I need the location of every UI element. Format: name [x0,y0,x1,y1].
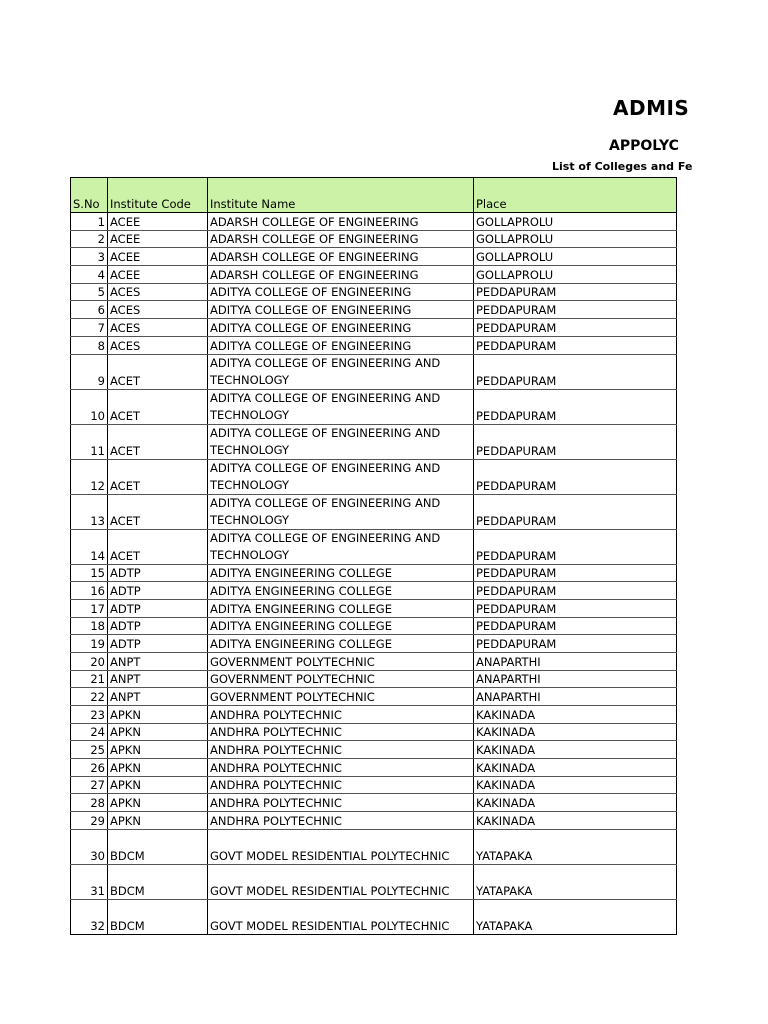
cell-sno: 32 [71,899,108,934]
cell-institute-name: ANDHRA POLYTECHNIC [208,723,474,741]
table-row [71,354,677,389]
header-sno: S.No [71,178,108,213]
cell-sno: 6 [71,301,108,319]
cell-institute-name: ADITYA COLLEGE OF ENGINEERING AND TECHNOLOGY [208,354,474,389]
cell-place: YATAPAKA [474,829,677,864]
table-row [71,723,677,741]
table-row [71,794,677,812]
table-row [71,564,677,582]
table-row [71,424,677,459]
cell-sno: 8 [71,336,108,354]
cell-sno: 12 [71,459,108,494]
cell-place: KAKINADA [474,723,677,741]
cell-institute-code: ACEE [108,213,208,231]
cell-institute-code: ANPT [108,688,208,706]
cell-institute-name: ANDHRA POLYTECHNIC [208,812,474,830]
cell-institute-code: APKN [108,723,208,741]
cell-sno: 25 [71,741,108,759]
cell-institute-name: ADITYA COLLEGE OF ENGINEERING AND TECHNOLOGY [208,459,474,494]
cell-institute-name: ADITYA COLLEGE OF ENGINEERING [208,336,474,354]
cell-institute-name: GOVERNMENT POLYTECHNIC [208,688,474,706]
cell-place: PEDDAPURAM [474,582,677,600]
table-row [71,283,677,301]
cell-institute-code: BDCM [108,829,208,864]
cell-sno: 20 [71,652,108,670]
colleges-table [70,177,677,935]
cell-institute-name: ADITYA COLLEGE OF ENGINEERING [208,319,474,337]
cell-institute-code: ANPT [108,670,208,688]
cell-place: PEDDAPURAM [474,301,677,319]
cell-sno: 23 [71,706,108,724]
table-row [71,319,677,337]
cell-sno: 17 [71,599,108,617]
table-row [71,899,677,934]
table-header-row [71,178,677,213]
cell-institute-name: ANDHRA POLYTECHNIC [208,706,474,724]
cell-place: PEDDAPURAM [474,635,677,653]
cell-institute-code: ACET [108,389,208,424]
cell-institute-code: APKN [108,759,208,777]
document-caption: List of Colleges and Fe [552,160,693,173]
table-row [71,494,677,529]
cell-institute-code: APKN [108,776,208,794]
cell-place: PEDDAPURAM [474,389,677,424]
cell-institute-code: ADTP [108,599,208,617]
cell-sno: 7 [71,319,108,337]
cell-institute-name: ADITYA ENGINEERING COLLEGE [208,617,474,635]
cell-place: KAKINADA [474,759,677,777]
cell-sno: 28 [71,794,108,812]
table-row [71,213,677,231]
cell-sno: 9 [71,354,108,389]
cell-institute-name: GOVT MODEL RESIDENTIAL POLYTECHNIC [208,864,474,899]
cell-sno: 2 [71,230,108,248]
table-row [71,336,677,354]
table-row [71,706,677,724]
table-row [71,266,677,284]
table-row [71,670,677,688]
document-title: ADMIS [613,96,690,120]
cell-place: PEDDAPURAM [474,354,677,389]
cell-sno: 22 [71,688,108,706]
cell-sno: 29 [71,812,108,830]
table-row [71,688,677,706]
cell-sno: 11 [71,424,108,459]
table-row [71,741,677,759]
cell-institute-name: ADITYA COLLEGE OF ENGINEERING [208,301,474,319]
table-row [71,582,677,600]
cell-institute-code: ACET [108,494,208,529]
cell-sno: 13 [71,494,108,529]
cell-place: ANAPARTHI [474,688,677,706]
cell-institute-name: ADITYA COLLEGE OF ENGINEERING AND TECHNOLOGY [208,494,474,529]
cell-place: KAKINADA [474,741,677,759]
cell-place: GOLLAPROLU [474,213,677,231]
cell-institute-name: ADARSH COLLEGE OF ENGINEERING [208,248,474,266]
cell-sno: 30 [71,829,108,864]
cell-institute-code: ACES [108,319,208,337]
cell-institute-code: APKN [108,706,208,724]
cell-institute-code: ACET [108,424,208,459]
cell-place: PEDDAPURAM [474,459,677,494]
cell-institute-name: ANDHRA POLYTECHNIC [208,794,474,812]
cell-sno: 5 [71,283,108,301]
cell-sno: 21 [71,670,108,688]
cell-sno: 3 [71,248,108,266]
table-row [71,389,677,424]
cell-institute-code: ACEE [108,248,208,266]
cell-place: PEDDAPURAM [474,424,677,459]
cell-institute-name: ADARSH COLLEGE OF ENGINEERING [208,213,474,231]
cell-institute-code: ANPT [108,652,208,670]
cell-institute-code: BDCM [108,899,208,934]
cell-place: PEDDAPURAM [474,599,677,617]
cell-institute-name: ADITYA ENGINEERING COLLEGE [208,635,474,653]
document-subtitle: APPOLYC [609,138,679,154]
cell-sno: 14 [71,529,108,564]
cell-institute-code: ACET [108,459,208,494]
cell-institute-name: ADITYA ENGINEERING COLLEGE [208,564,474,582]
cell-place: KAKINADA [474,812,677,830]
table-row [71,599,677,617]
cell-sno: 16 [71,582,108,600]
cell-institute-name: ADITYA COLLEGE OF ENGINEERING AND TECHNOLOGY [208,424,474,459]
cell-place: ANAPARTHI [474,652,677,670]
cell-sno: 24 [71,723,108,741]
cell-place: PEDDAPURAM [474,529,677,564]
cell-institute-code: ACES [108,301,208,319]
cell-institute-name: ADITYA ENGINEERING COLLEGE [208,599,474,617]
cell-sno: 19 [71,635,108,653]
table-row [71,529,677,564]
cell-institute-code: ADTP [108,582,208,600]
table-row [71,864,677,899]
cell-sno: 27 [71,776,108,794]
cell-place: KAKINADA [474,794,677,812]
cell-institute-name: ANDHRA POLYTECHNIC [208,759,474,777]
cell-place: KAKINADA [474,776,677,794]
cell-institute-code: ADTP [108,564,208,582]
cell-place: PEDDAPURAM [474,336,677,354]
table-row [71,812,677,830]
cell-institute-name: ADITYA ENGINEERING COLLEGE [208,582,474,600]
cell-place: YATAPAKA [474,864,677,899]
cell-place: GOLLAPROLU [474,230,677,248]
cell-sno: 1 [71,213,108,231]
cell-place: GOLLAPROLU [474,248,677,266]
cell-sno: 18 [71,617,108,635]
cell-institute-code: BDCM [108,864,208,899]
cell-institute-code: ADTP [108,617,208,635]
cell-sno: 26 [71,759,108,777]
table-body [71,213,677,935]
cell-institute-name: ADITYA COLLEGE OF ENGINEERING AND TECHNOLOGY [208,389,474,424]
cell-place: PEDDAPURAM [474,564,677,582]
table-row [71,301,677,319]
header-institute-code: Institute Code [108,178,208,213]
cell-institute-name: GOVERNMENT POLYTECHNIC [208,670,474,688]
cell-institute-name: GOVERNMENT POLYTECHNIC [208,652,474,670]
cell-institute-code: ACEE [108,230,208,248]
header-institute-name: Institute Name [208,178,474,213]
table-row [71,635,677,653]
table-row [71,776,677,794]
cell-institute-name: GOVT MODEL RESIDENTIAL POLYTECHNIC [208,829,474,864]
table-row [71,248,677,266]
cell-institute-code: ACES [108,283,208,301]
cell-place: PEDDAPURAM [474,617,677,635]
cell-place: PEDDAPURAM [474,283,677,301]
table-row [71,829,677,864]
cell-place: PEDDAPURAM [474,494,677,529]
cell-institute-code: APKN [108,794,208,812]
cell-institute-name: ADARSH COLLEGE OF ENGINEERING [208,230,474,248]
cell-place: KAKINADA [474,706,677,724]
cell-sno: 10 [71,389,108,424]
table-row [71,230,677,248]
cell-sno: 15 [71,564,108,582]
cell-institute-code: ACET [108,354,208,389]
cell-institute-code: ADTP [108,635,208,653]
cell-institute-code: APKN [108,741,208,759]
cell-sno: 4 [71,266,108,284]
cell-institute-code: ACET [108,529,208,564]
cell-place: PEDDAPURAM [474,319,677,337]
cell-institute-name: ADARSH COLLEGE OF ENGINEERING [208,266,474,284]
cell-sno: 31 [71,864,108,899]
cell-institute-name: GOVT MODEL RESIDENTIAL POLYTECHNIC [208,899,474,934]
table-row [71,759,677,777]
cell-institute-name: ADITYA COLLEGE OF ENGINEERING AND TECHNOLOGY [208,529,474,564]
cell-institute-code: APKN [108,812,208,830]
cell-institute-code: ACEE [108,266,208,284]
cell-place: ANAPARTHI [474,670,677,688]
cell-institute-code: ACES [108,336,208,354]
cell-institute-name: ANDHRA POLYTECHNIC [208,776,474,794]
cell-institute-name: ANDHRA POLYTECHNIC [208,741,474,759]
cell-place: YATAPAKA [474,899,677,934]
header-place: Place [474,178,677,213]
table-row [71,617,677,635]
cell-place: GOLLAPROLU [474,266,677,284]
cell-institute-name: ADITYA COLLEGE OF ENGINEERING [208,283,474,301]
table-row [71,652,677,670]
table-row [71,459,677,494]
